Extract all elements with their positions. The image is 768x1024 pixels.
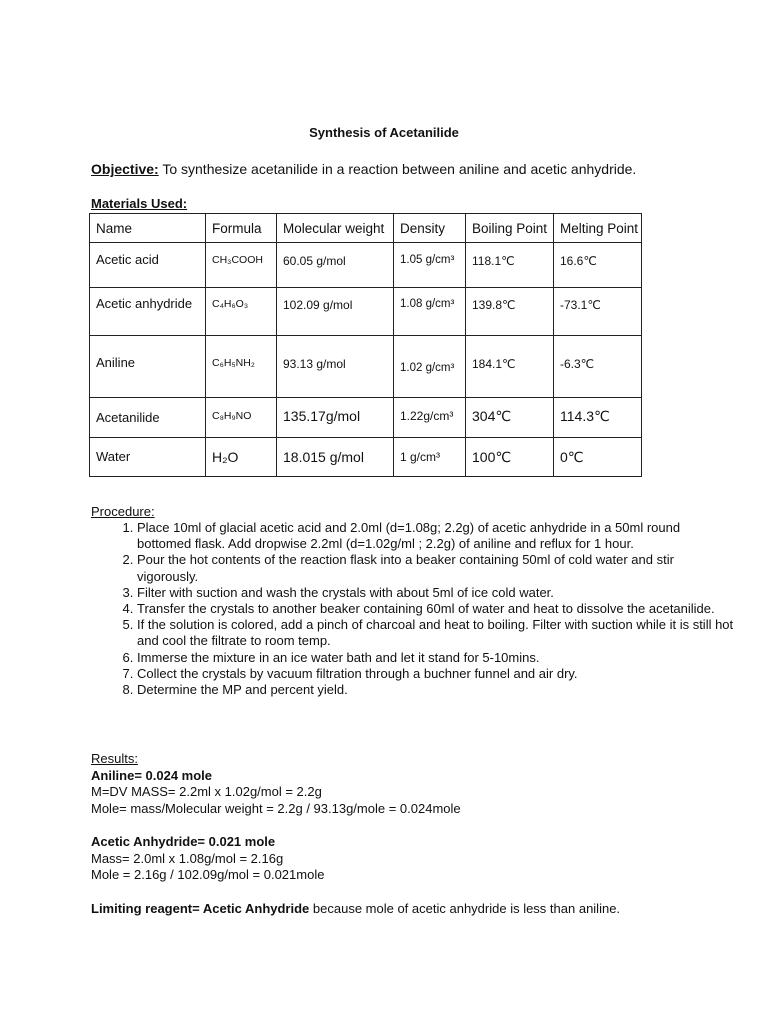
cell-formula: C₄H₆O₃ xyxy=(206,288,277,336)
anhydride-heading: Acetic Anhydride= 0.021 mole xyxy=(91,834,276,849)
cell-molecular-weight: 102.09 g/mol xyxy=(277,288,394,336)
materials-heading: Materials Used: xyxy=(91,196,188,211)
results-heading: Results: xyxy=(91,751,138,766)
anhydride-mole-line: Mole = 2.16g / 102.09g/mol = 0.021mole xyxy=(91,867,325,882)
cell-formula: C₆H₅NH₂ xyxy=(206,336,277,398)
cell-molecular-weight: 18.015 g/mol xyxy=(277,438,394,477)
cell-melting-point: -6.3℃ xyxy=(554,336,642,398)
column-header-name: Name xyxy=(90,214,206,243)
cell-name: Water xyxy=(90,438,206,477)
column-header-boiling-point: Boiling Point xyxy=(466,214,554,243)
spacer xyxy=(91,817,711,834)
spacer xyxy=(91,884,711,901)
limiting-reagent-line xyxy=(91,901,711,918)
cell-molecular-weight: 135.17g/mol xyxy=(277,398,394,438)
limiting-reagent-label: Limiting reagent= Acetic Anhydride xyxy=(91,900,310,916)
procedure-step: 4. Transfer the crystals to another beaker containing 60ml of water and heat to dissolve the acetanilide. xyxy=(137,601,737,617)
cell-melting-point: 114.3℃ xyxy=(554,398,642,438)
anhydride-mass-line: Mass= 2.0ml x 1.08g/mol = 2.16g xyxy=(91,850,284,866)
cell-density: 1 g/cm³ xyxy=(394,438,466,477)
cell-density: 1.05 g/cm³ xyxy=(394,243,466,288)
table-row xyxy=(90,288,642,336)
cell-boiling-point: 184.1℃ xyxy=(466,336,554,398)
procedure-step: 2. Pour the hot contents of the reaction flask into a beaker containing 50ml of cold water and stir vigorously. xyxy=(137,552,737,584)
cell-molecular-weight: 60.05 g/mol xyxy=(277,243,394,288)
objective xyxy=(91,161,636,177)
procedure-step: 6. Immerse the mixture in an ice water bath and let it stand for 5-10mins. xyxy=(137,650,737,666)
table-row xyxy=(90,243,642,288)
table-row xyxy=(90,398,642,438)
results-section xyxy=(91,751,711,917)
cell-melting-point: 16.6℃ xyxy=(554,243,642,288)
cell-name: Acetic acid xyxy=(90,243,206,288)
objective-text: To synthesize acetanilide in a reaction between aniline and acetic anhydride. xyxy=(162,161,637,177)
cell-melting-point: -73.1℃ xyxy=(554,288,642,336)
cell-name: Acetic anhydride xyxy=(90,288,206,336)
cell-boiling-point: 118.1℃ xyxy=(466,243,554,288)
cell-melting-point: 0℃ xyxy=(554,438,642,477)
limiting-reagent-text: because mole of acetic anhydride is less than aniline. xyxy=(312,900,621,916)
procedure-step: 5. If the solution is colored, add a pinch of charcoal and heat to boiling. Filter with suction while it is still hot and cool the filtrate to room temp. xyxy=(137,617,737,649)
procedure-step: 3. Filter with suction and wash the crystals with about 5ml of ice cold water. xyxy=(137,585,737,601)
aniline-mass-line: M=DV MASS= 2.2ml x 1.02g/mol = 2.2g xyxy=(91,784,322,799)
procedure-heading: Procedure: xyxy=(91,504,155,519)
cell-density: 1.22g/cm³ xyxy=(394,398,466,438)
cell-name: Aniline xyxy=(90,336,206,398)
procedure-list xyxy=(91,520,737,698)
cell-boiling-point: 139.8℃ xyxy=(466,288,554,336)
cell-boiling-point: 304℃ xyxy=(466,398,554,438)
aniline-mole-line: Mole= mass/Molecular weight = 2.2g / 93.13g/mole = 0.024mole xyxy=(91,800,461,816)
table-header-row xyxy=(90,214,642,243)
materials-table xyxy=(89,213,642,477)
cell-name: Acetanilide xyxy=(90,398,206,438)
cell-molecular-weight: 93.13 g/mol xyxy=(277,336,394,398)
cell-density: 1.08 g/cm³ xyxy=(394,288,466,336)
cell-density: 1.02 g/cm³ xyxy=(394,336,466,398)
table-row xyxy=(90,438,642,477)
cell-boiling-point: 100℃ xyxy=(466,438,554,477)
procedure-step: 1. Place 10ml of glacial acetic acid and 2.0ml (d=1.08g; 2.2g) of acetic anhydride in a 50ml round bottomed flask. Add dropwise 2.2ml (d=1.02g/ml ; 2.2g) of aniline and reflux for 1 hour. xyxy=(137,520,737,552)
column-header-molecular-weight: Molecular weight xyxy=(277,214,394,243)
column-header-melting-point: Melting Point xyxy=(554,214,642,243)
cell-formula: CH₃COOH xyxy=(206,243,277,288)
procedure-step: 8. Determine the MP and percent yield. xyxy=(137,682,737,698)
cell-formula: C₈H₉NO xyxy=(206,398,277,438)
column-header-formula: Formula xyxy=(206,214,277,243)
document-title: Synthesis of Acetanilide xyxy=(309,125,459,140)
table-row xyxy=(90,336,642,398)
procedure-step: 7. Collect the crystals by vacuum filtration through a buchner funnel and air dry. xyxy=(137,666,737,682)
column-header-density: Density xyxy=(394,214,466,243)
cell-formula: H₂O xyxy=(206,438,277,477)
objective-label: Objective: xyxy=(91,161,159,177)
aniline-heading: Aniline= 0.024 mole xyxy=(91,767,213,783)
